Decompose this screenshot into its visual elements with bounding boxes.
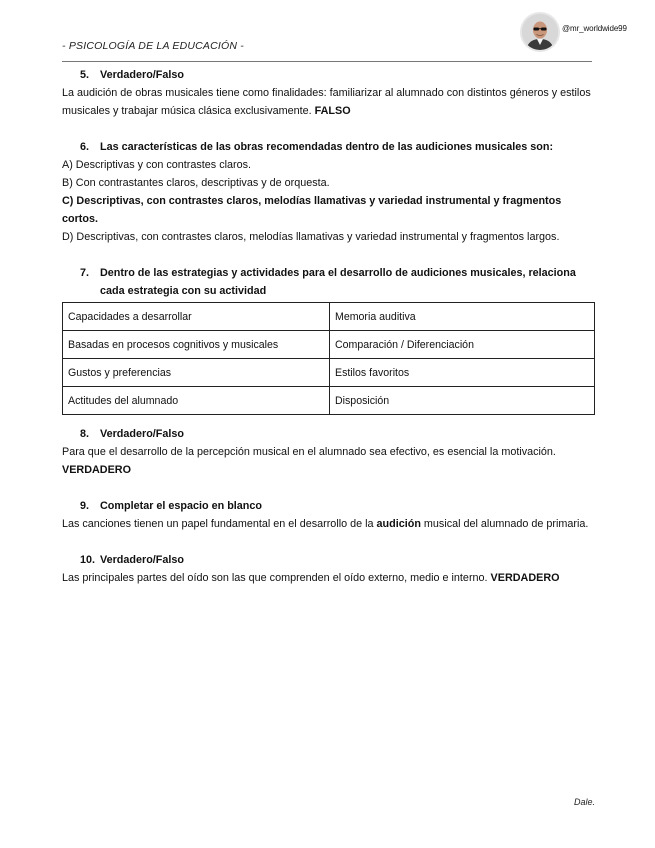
avatar-portrait-icon (522, 14, 558, 50)
question-9-title (62, 497, 597, 515)
question-10-text (62, 569, 597, 587)
author-handle: @mr_worldwide99 (562, 24, 627, 33)
answer: VERDADERO (62, 464, 131, 476)
table-cell-activity: Estilos favoritos (330, 359, 595, 387)
sentence-start: Las canciones tienen un papel fundamental en el desarrollo de la (62, 518, 374, 530)
question-9-text (62, 515, 597, 533)
table-cell-strategy: Gustos y preferencias (63, 359, 330, 387)
table-row (63, 387, 595, 415)
question-5-title (62, 66, 597, 84)
question-number: 6. (80, 141, 90, 153)
document-body (62, 66, 597, 587)
question-number: 8. (80, 428, 90, 440)
question-number: 7. (80, 267, 90, 279)
table-row (63, 359, 595, 387)
question-8-text: Para que el desarrollo de la percepción musical en el alumnado sea efectivo, es esencial la motivación. (62, 446, 556, 458)
question-7-title (62, 264, 597, 300)
answer: VERDADERO (490, 572, 560, 584)
question-8-title (62, 425, 597, 443)
question-number: 9. (80, 500, 90, 512)
question-number: 5. (80, 69, 90, 81)
table-row (63, 303, 595, 331)
footer-signature: Dale. (574, 797, 596, 807)
table-cell-strategy: Capacidades a desarrollar (63, 303, 330, 331)
table-cell-strategy: Actitudes del alumnado (63, 387, 330, 415)
option-d: D) Descriptivas, con contrastes claros, melodías llamativas y variedad instrumental y fragmentos largos. (62, 231, 560, 243)
statement: Las principales partes del oído son las que comprenden el oído externo, medio e interno. (62, 572, 488, 584)
answer: audición (376, 518, 421, 530)
question-heading: Verdadero/Falso (100, 554, 185, 566)
question-number: 10. (80, 554, 96, 566)
question-heading: Verdadero/Falso (100, 428, 185, 440)
table-cell-activity: Disposición (330, 387, 595, 415)
table-cell-activity: Memoria auditiva (330, 303, 595, 331)
question-heading: Verdadero/Falso (100, 69, 185, 81)
sentence-end: musical del alumnado de primaria. (423, 518, 589, 530)
statement: La audición de obras musicales tiene como finalidades: familiarizar al alumnado con distintos géneros y estilos musicales y trabajar música clásica exclusivamente. (62, 87, 591, 117)
header-divider (62, 61, 592, 62)
question-5-text (62, 84, 597, 120)
option-a: A) Descriptivas y con contrastes claros. (62, 159, 252, 171)
question-heading: Completar el espacio en blanco (100, 500, 263, 512)
matching-table (62, 302, 595, 415)
question-heading: Las características de las obras recomendadas dentro de las audiciones musicales son: (100, 141, 554, 153)
question-10-title (62, 551, 597, 569)
table-cell-activity: Comparación / Diferenciación (330, 331, 595, 359)
question-6-title (62, 138, 597, 156)
avatar (522, 14, 558, 50)
question-heading: Dentro de las estrategias y actividades para el desarrollo de audiciones musicales, relaciona cada estrategia con su actividad (100, 267, 576, 297)
answer: FALSO (314, 105, 351, 117)
option-b: B) Con contrastantes claros, descriptivas y de orquesta. (62, 177, 330, 189)
option-c-correct: C) Descriptivas, con contrastes claros, melodías llamativas y variedad instrumental y fragmentos cortos. (62, 195, 562, 225)
table-cell-strategy: Basadas en procesos cognitivos y musicales (63, 331, 330, 359)
table-row (63, 331, 595, 359)
header-title: - PSICOLOGÍA DE LA EDUCACIÓN - (62, 40, 245, 52)
